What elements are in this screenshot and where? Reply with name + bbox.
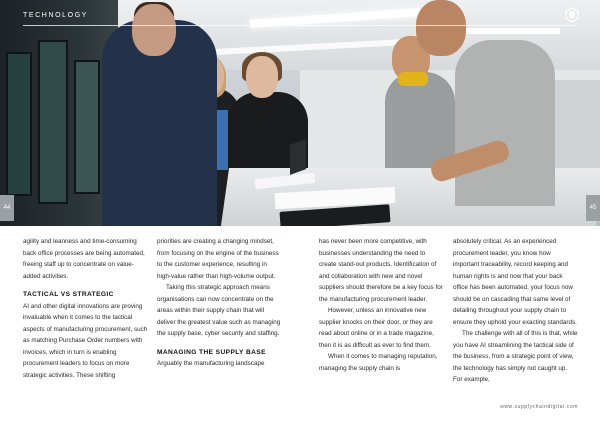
text-column-3 [319,236,444,374]
page-number-right: 45 [586,195,600,221]
paragraph: However, unless an innovative new supplier knocks on their door, or they are read about online or in a trade magazine, then it is as difficult as ever to find them. [319,307,434,349]
magazine-logo-icon [564,7,580,23]
subheading-tactical-vs-strategic: TACTICAL VS STRATEGIC [23,291,114,298]
footer-website-url: www.supplychaindigital.com [500,404,578,410]
text-column-2 [157,236,282,370]
paragraph: priorities are creating a changing mindset, from focusing on the engine of the business to the customer experience, resulting in high-value rather than high-volume output. [157,238,279,280]
paragraph: absolutely critical. As an experienced procurement leader, you know how important traceability, record keeping and human rights is and now that your back office has been automated, your focus now should be on cascading that same level of detailing throughout your supply chain to ensure they uphold your exacting standards. [453,238,577,326]
paragraph: agility and leanness and time-consuming back office processes are being automated, freeing staff up to concentrate on value-added activities. [23,238,145,280]
paragraph: When it comes to managing reputation, managing the supply chain is [319,353,438,372]
paragraph: Taking this strategic approach means organisations can now concentrate on the areas within their supply chain that will deliver the greatest value such as managing the supply base, cyber security and staffing. [157,284,281,337]
paragraph: The challenge with all of this is that, while you have AI streamlining the tactical side of the business, from a strategic point of view, the technology has simply not caught up. For example, [453,330,578,383]
text-column-4 [453,236,578,386]
text-column-1 [23,236,148,381]
section-label: TECHNOLOGY [23,12,89,19]
subheading-managing-supply-base: MANAGING THE SUPPLY BASE [157,348,266,356]
page-number-left: 44 [0,195,14,221]
paragraph: has never been more competitive, with businesses understanding the need to create stand-out products. Identification of and collaboration with new and novel suppliers should therefore be a key focus for the manufacturing procurement leader. [319,238,443,303]
paragraph: AI and other digital innovations are proving invaluable when it comes to the tactical aspects of manufacturing procurement, such as matching Purchase Order numbers with invoices, which in turn is enabling procurement leaders to focus on more strategic activities. These shifting [23,302,148,379]
header-divider [23,25,577,26]
paragraph: Arguably the manufacturing landscape [157,360,265,367]
